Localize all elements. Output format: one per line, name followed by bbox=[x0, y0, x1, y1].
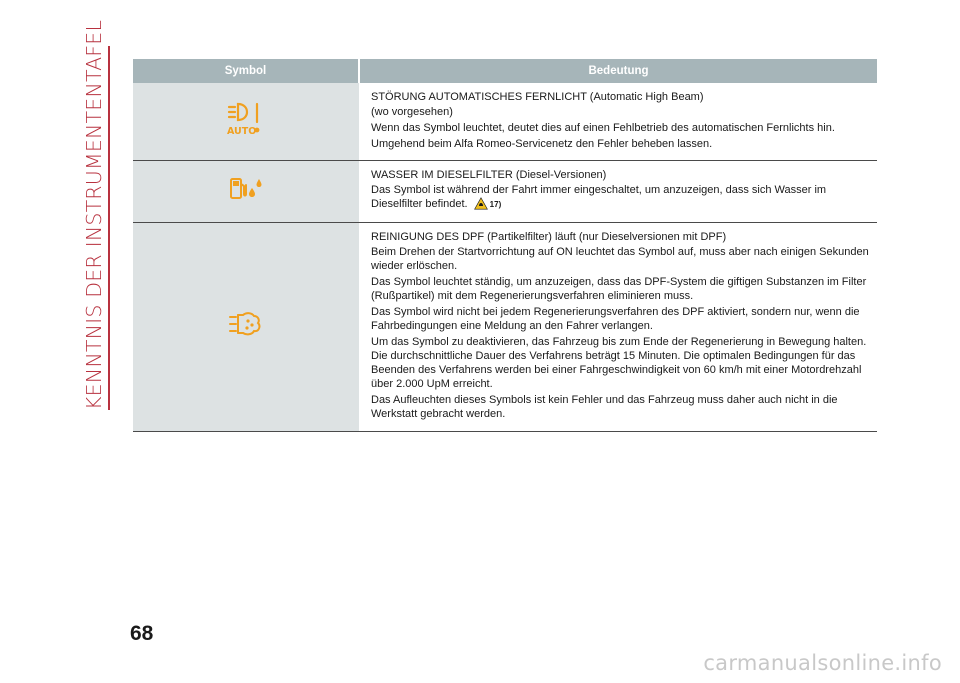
meaning-cell bbox=[359, 83, 877, 160]
footnote-reference: 17) bbox=[489, 199, 502, 209]
meaning-cell bbox=[359, 222, 877, 431]
row-paragraph: (wo vorgesehen) bbox=[371, 106, 453, 118]
symbol-cell bbox=[133, 222, 359, 431]
table-row bbox=[133, 160, 877, 222]
dpf-regeneration-icon bbox=[228, 311, 264, 342]
row-paragraph: Beim Drehen der Startvorrichtung auf ON leuchtet das Symbol auf, muss aber nach einigen Sekunden wieder erlöschen. bbox=[371, 245, 869, 272]
row-title: REINIGUNG DES DPF (Partikelfilter) läuft (nur Dieselversionen mit DPF) bbox=[371, 230, 727, 243]
row-title: STÖRUNG AUTOMATISCHES FERNLICHT (Automatic High Beam) bbox=[371, 91, 704, 103]
row-paragraph-text: Das Symbol ist während der Fahrt immer eingeschaltet, um anzuzeigen, dass sich Wasser im Dieselfilter befindet. bbox=[371, 183, 827, 210]
symbol-cell bbox=[133, 160, 359, 222]
row-paragraph: Das Aufleuchten dieses Symbols ist kein Fehler und das Fahrzeug muss daher auch nicht in die Werkstatt gebracht werden. bbox=[371, 393, 838, 420]
table-row bbox=[133, 222, 877, 431]
header-symbol: Symbol bbox=[133, 59, 359, 83]
warning-triangle-icon bbox=[474, 197, 488, 214]
symbol-table bbox=[133, 59, 877, 432]
auto-high-beam-fault-icon bbox=[226, 101, 266, 142]
site-watermark: carmanualsonline.info bbox=[703, 651, 942, 675]
symbol-cell bbox=[133, 83, 359, 160]
table-header-row bbox=[133, 59, 877, 83]
row-paragraph: Das Symbol leuchtet ständig, um anzuzeigen, dass das DPF-System die giftigen Substanzen im Filter (Rußpartikel) mit dem Regenerierungsverfahren eliminieren muss. bbox=[371, 275, 867, 302]
row-paragraph bbox=[371, 183, 877, 214]
page-number: 68 bbox=[130, 622, 154, 645]
table-row bbox=[133, 83, 877, 160]
row-title: WASSER IM DIESELFILTER (Diesel-Versionen) bbox=[371, 168, 607, 181]
water-in-diesel-filter-icon bbox=[228, 176, 264, 207]
row-paragraph: Um das Symbol zu deaktivieren, das Fahrzeug bis zum Ende der Regenerierung in Bewegung halten. Die durchschnittliche Dauer des Verfahrens beträgt 15 Minuten. Die optimalen Bedingungen für das Beenden des Verfahrens werden bei einer Fahrgeschwindigkeit von 60 km/h mit einer Motordrehzahl über 2.000 UpM erreicht. bbox=[371, 335, 867, 390]
meaning-cell bbox=[359, 160, 877, 222]
side-divider-line bbox=[108, 46, 110, 410]
header-meaning: Bedeutung bbox=[359, 59, 877, 83]
section-side-title: KENNTNIS DER INSTRUMENTENTAFEL bbox=[82, 19, 106, 410]
row-paragraph: Umgehend beim Alfa Romeo-Servicenetz den Fehler beheben lassen. bbox=[371, 138, 713, 150]
svg-text:AUTO: AUTO bbox=[227, 125, 257, 137]
row-paragraph: Wenn das Symbol leuchtet, deutet dies auf einen Fehlbetrieb des automatischen Fernlichts hin. bbox=[371, 122, 835, 134]
row-paragraph: Das Symbol wird nicht bei jedem Regenerierungsverfahren des DPF aktiviert, sondern nur, wenn die Fahrbedingungen eine Meldung an den Fahrer verlangen. bbox=[371, 305, 860, 332]
